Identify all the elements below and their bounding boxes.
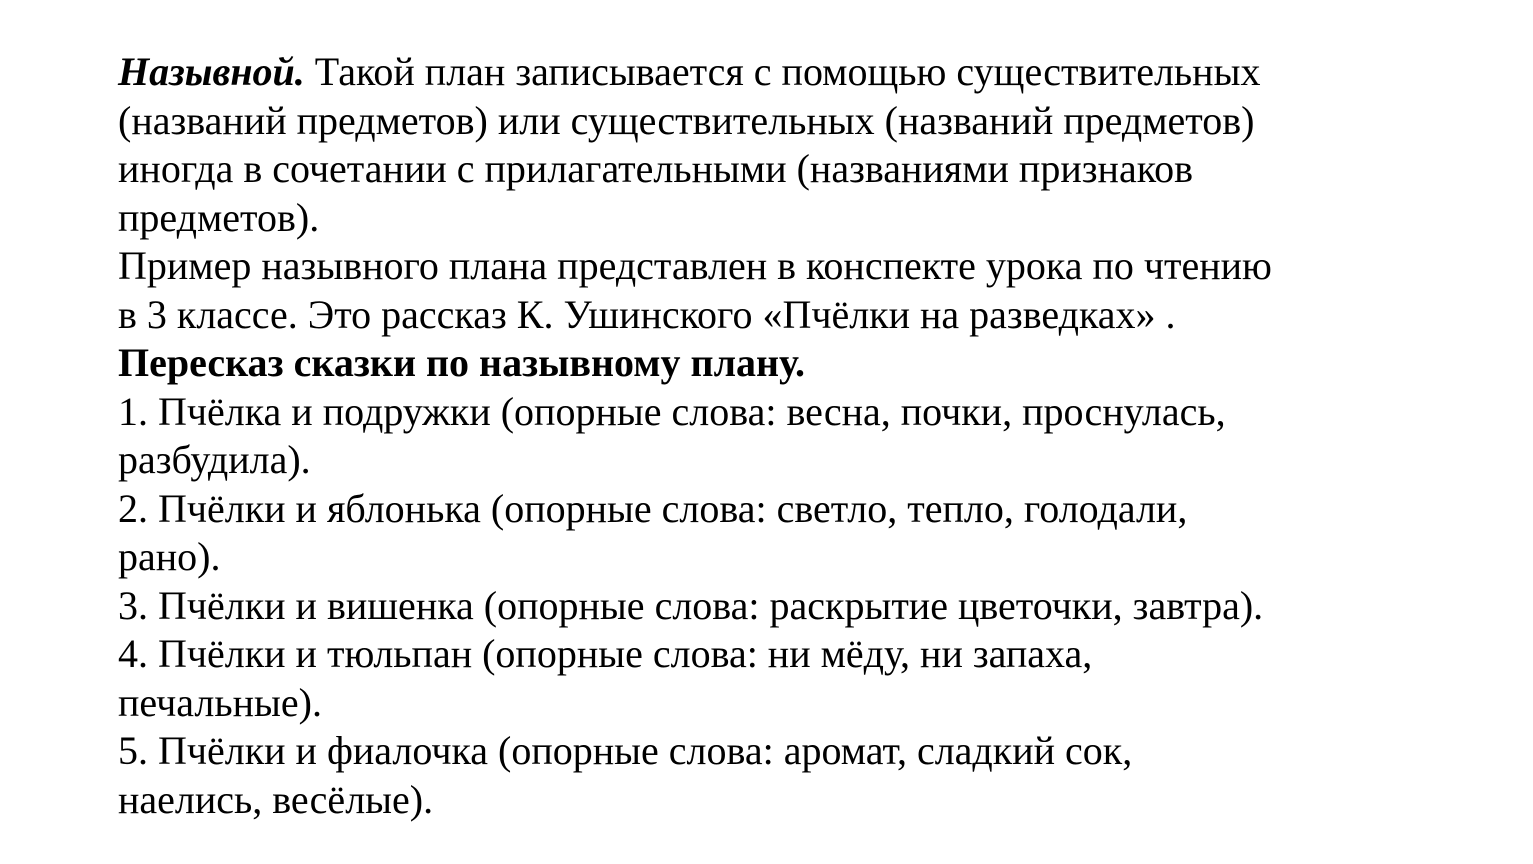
plan-item [118,388,1498,485]
plan-item-4-line-2: печальные). [118,679,322,725]
plan-list [118,388,1498,825]
plan-item-1-line-2: разбудила). [118,437,311,482]
intro-line-3: иногда в сочетании с прилагательными (названиями признаков [118,146,1193,191]
intro-text-1: Такой план записывается с помощью существительных [304,49,1261,94]
intro-paragraph [118,48,1498,242]
plan-item-3-line-1: 3. Пчёлки и вишенка (опорные слова: раскрытие цветочки, завтра). [118,582,1264,628]
plan-item-4-line-1: 4. Пчёлки и тюльпан (опорные слова: ни мёду, ни запаха, [118,631,1093,676]
plan-item-5-line-2: наелись, весёлые). [118,776,434,822]
example-paragraph [118,242,1498,339]
plan-item [118,630,1498,727]
intro-line-4: предметов). [118,194,320,240]
term-nazyvnoy: Назывной. [118,49,305,94]
plan-item [118,485,1498,582]
plan-item-2-line-2: рано). [118,534,221,579]
intro-line-2: (названий предметов) или существительных (названий предметов) [118,97,1255,143]
intro-line-1 [118,48,1498,97]
plan-item [118,582,1498,631]
plan-heading: Пересказ сказки по назывному плану. [118,340,806,385]
plan-item-5-line-1: 5. Пчёлки и фиалочка (опорные слова: аромат, сладкий сок, [118,728,1133,773]
plan-item [118,727,1498,824]
example-line-1: Пример назывного плана представлен в конспекте урока по чтению [118,243,1272,288]
plan-item-1-line-1: 1. Пчёлка и подружки (опорные слова: весна, почки, проснулась, [118,388,1226,434]
slide-text [118,48,1498,824]
plan-item-2-line-1: 2. Пчёлки и яблонька (опорные слова: светло, тепло, голодали, [118,485,1188,531]
example-line-2: в 3 классе. Это рассказ К. Ушинского «Пчёлки на разведках» . [118,291,1176,337]
